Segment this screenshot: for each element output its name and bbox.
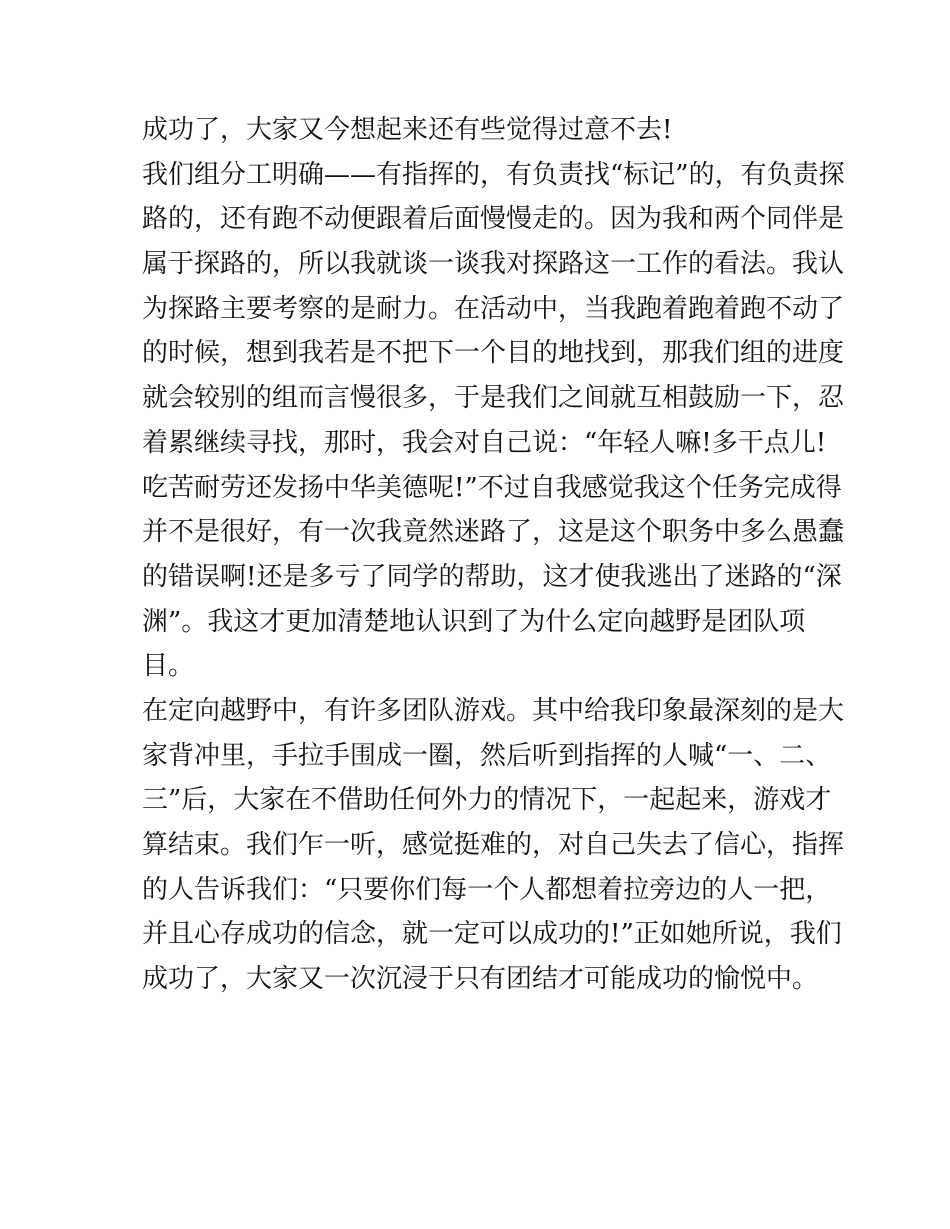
text-line: 并且心存成功的信念，就一定可以成功的!”正如她所说，我们 bbox=[142, 919, 842, 950]
text-line: 在定向越野中，有许多团队游戏。其中给我印象最深刻的是大 bbox=[142, 695, 845, 726]
text-line: 着累继续寻找，那时，我会对自己说：“年轻人嘛!多干点儿! bbox=[142, 427, 827, 458]
text-line: 家背冲里，手拉手围成一圈，然后听到指挥的人喊“一、二、 bbox=[142, 740, 832, 771]
text-line: 我们组分工明确——有指挥的，有负责找“标记”的，有负责探 bbox=[142, 159, 845, 190]
text-line: 的错误啊!还是多亏了同学的帮助，这才使我逃出了迷路的“深 bbox=[142, 561, 842, 592]
text-line: 为探路主要考察的是耐力。在活动中，当我跑着跑着跑不动了 bbox=[142, 293, 845, 324]
text-line: 并不是很好，有一次我竟然迷路了，这是这个职务中多么愚蠢 bbox=[142, 517, 845, 548]
text-line: 路的，还有跑不动便跟着后面慢慢走的。因为我和两个同伴是 bbox=[142, 204, 845, 235]
text-line: 渊”。我这才更加清楚地认识到了为什么定向越野是团队项 bbox=[142, 606, 806, 637]
text-line: 目。 bbox=[142, 651, 195, 682]
text-line: 的人告诉我们：“只要你们每一个人都想着拉旁边的人一把， bbox=[142, 874, 832, 905]
text-line: 属于探路的，所以我就谈一谈我对探路这一工作的看法。我认 bbox=[142, 249, 845, 280]
text-line: 成功了，大家又一次沉浸于只有团结才可能成功的愉悦中。 bbox=[142, 964, 819, 995]
text-line: 吃苦耐劳还发扬中华美德呢!”不过自我感觉我这个任务完成得 bbox=[142, 472, 842, 503]
text-line: 成功了，大家又今想起来还有些觉得过意不去! bbox=[142, 115, 673, 145]
text-line: 的时候，想到我若是不把下一个目的地找到，那我们组的进度 bbox=[142, 338, 845, 369]
body-text bbox=[142, 108, 845, 1002]
text-line: 三”后，大家在不借助任何外力的情况下，一起起来，游戏才 bbox=[142, 785, 832, 816]
text-line: 就会较别的组而言慢很多，于是我们之间就互相鼓励一下，忍 bbox=[142, 383, 845, 414]
text-line: 算结束。我们乍一听，感觉挺难的，对自己失去了信心，指挥 bbox=[142, 830, 845, 860]
